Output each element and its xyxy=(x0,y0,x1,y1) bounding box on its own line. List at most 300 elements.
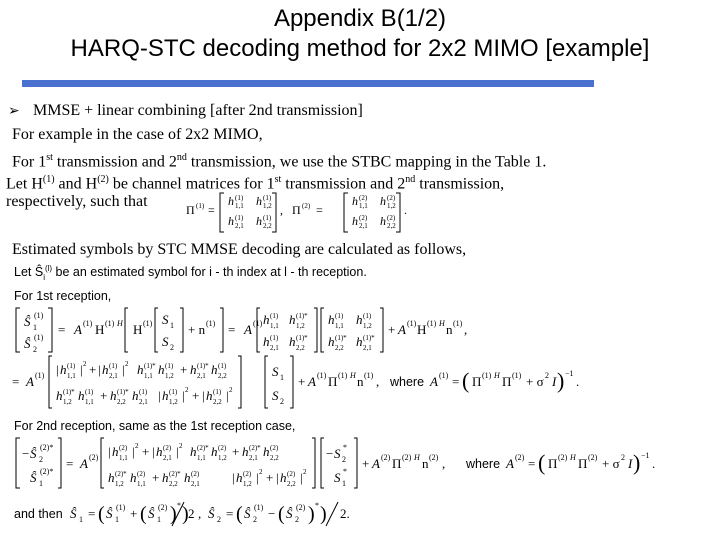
svg-text:(2): (2) xyxy=(287,470,296,478)
svg-text:h: h xyxy=(356,334,363,349)
svg-text:h: h xyxy=(156,444,163,459)
svg-text:2,1: 2,1 xyxy=(235,222,244,230)
svg-text:(1): (1) xyxy=(169,388,178,396)
svg-text:2,2: 2,2 xyxy=(270,454,279,462)
svg-text:(1)*: (1)* xyxy=(117,388,129,396)
svg-text:1,1: 1,1 xyxy=(119,454,128,462)
svg-text:=: = xyxy=(452,374,460,389)
svg-text:H: H xyxy=(117,319,123,328)
svg-text:+ σ: + σ xyxy=(602,456,620,471)
svg-text:Ŝ: Ŝ xyxy=(30,470,37,485)
svg-text:A: A xyxy=(506,456,514,471)
text-second-reception: For 2nd reception, same as the 1st reception case, xyxy=(14,419,296,433)
svg-text:Π: Π xyxy=(548,456,558,471)
svg-text:2: 2 xyxy=(229,386,233,394)
svg-text:1,1: 1,1 xyxy=(197,454,206,462)
svg-text:n: n xyxy=(422,456,429,471)
svg-text:I: I xyxy=(552,374,557,389)
svg-text:(1): (1) xyxy=(105,319,115,328)
svg-text:S: S xyxy=(272,364,279,379)
svg-text:2: 2 xyxy=(545,371,549,380)
svg-text:+: + xyxy=(362,456,370,471)
svg-text:Ŝ: Ŝ xyxy=(70,506,77,521)
svg-text:(2): (2) xyxy=(119,444,128,452)
svg-text:|: | xyxy=(132,444,135,459)
svg-text:(: ( xyxy=(236,503,243,525)
svg-text:Π: Π xyxy=(502,374,512,389)
svg-text:h: h xyxy=(132,388,139,403)
svg-text:|: | xyxy=(232,470,235,485)
svg-text:−1: −1 xyxy=(565,369,574,378)
svg-text:2: 2 xyxy=(33,345,37,354)
svg-text:(1)*: (1)* xyxy=(296,312,308,320)
svg-text:2,1: 2,1 xyxy=(191,480,200,488)
svg-text:h: h xyxy=(112,444,119,459)
svg-text:+: + xyxy=(100,388,108,403)
svg-text:h: h xyxy=(184,470,191,485)
svg-text:h: h xyxy=(130,470,137,485)
svg-text:1,2: 1,2 xyxy=(296,322,305,330)
svg-text:(2): (2) xyxy=(402,453,412,462)
svg-text:2: 2 xyxy=(125,360,129,368)
svg-text:(1): (1) xyxy=(35,371,45,380)
svg-text:h: h xyxy=(162,470,169,485)
svg-text:+: + xyxy=(142,444,150,459)
svg-text:h: h xyxy=(256,194,262,208)
svg-text:2,2: 2,2 xyxy=(169,480,178,488)
svg-text:Π: Π xyxy=(186,203,195,217)
svg-text:(1): (1) xyxy=(109,362,118,370)
svg-text:(2): (2) xyxy=(270,444,279,452)
svg-text:|: | xyxy=(158,388,161,403)
slide-title-line-1: Appendix B(1/2) xyxy=(273,5,447,32)
svg-text:h: h xyxy=(352,194,358,208)
svg-text:(1): (1) xyxy=(34,311,44,320)
svg-text:h: h xyxy=(56,388,63,403)
svg-text:,: , xyxy=(442,456,446,471)
svg-text:h: h xyxy=(211,362,218,377)
svg-text:*: * xyxy=(315,501,319,510)
svg-text:=: = xyxy=(226,506,234,521)
svg-text:2,1: 2,1 xyxy=(249,454,258,462)
svg-text:,: , xyxy=(464,322,468,337)
slide-title-line-2: HARQ-STC decoding method for 2x2 MIMO [example] xyxy=(70,35,650,62)
svg-text:2,2: 2,2 xyxy=(335,344,344,352)
svg-text:(1): (1) xyxy=(213,388,222,396)
svg-text:h: h xyxy=(228,214,234,228)
svg-text:+: + xyxy=(180,362,188,377)
svg-text:h: h xyxy=(158,362,165,377)
text-channel-matrices-line: Let $H^{(1)}$ and $H^{(2)}$ be channel matrices for 1st transmission and 2nd transmission, xyxy=(6,174,505,193)
svg-text:2: 2 xyxy=(83,360,87,368)
svg-text:Ŝ: Ŝ xyxy=(244,506,251,521)
svg-text:(1): (1) xyxy=(235,194,244,202)
first-reception-result xyxy=(12,356,579,408)
svg-text:1,1: 1,1 xyxy=(270,322,279,330)
svg-text:(2): (2) xyxy=(163,444,172,452)
svg-text:(2): (2) xyxy=(387,214,396,222)
svg-text:(1): (1) xyxy=(83,319,93,328)
text-estimated-line: Estimated symbols by STC MMSE decoding are calculated as follows, xyxy=(12,241,467,258)
svg-text:(1): (1) xyxy=(338,371,348,380)
svg-text:2: 2 xyxy=(185,386,189,394)
svg-text:): ) xyxy=(320,503,327,525)
svg-text:1,2: 1,2 xyxy=(115,480,124,488)
svg-text:.: . xyxy=(652,456,656,471)
svg-text:+: + xyxy=(152,470,160,485)
svg-text:,: , xyxy=(376,374,380,389)
svg-text:1,2: 1,2 xyxy=(387,202,396,210)
text-example-line: For example in the case of 2x2 MIMO, xyxy=(12,126,263,143)
svg-text:and then: and then xyxy=(14,507,63,521)
svg-text:.: . xyxy=(404,203,407,217)
svg-text:(: ( xyxy=(462,368,470,393)
svg-text:Ŝ: Ŝ xyxy=(30,446,37,461)
svg-text:|: | xyxy=(152,444,155,459)
svg-text:h: h xyxy=(162,388,169,403)
svg-text:S: S xyxy=(162,334,169,349)
svg-text:H: H xyxy=(417,322,427,337)
svg-text:(2): (2) xyxy=(302,202,311,210)
svg-text:Π: Π xyxy=(328,374,338,389)
svg-text:Ŝ: Ŝ xyxy=(286,506,293,521)
svg-text:(1): (1) xyxy=(427,319,437,328)
svg-text:(1): (1) xyxy=(253,319,263,328)
svg-text:2,2: 2,2 xyxy=(117,398,126,406)
svg-text:n: n xyxy=(357,374,364,389)
svg-text:1,1: 1,1 xyxy=(67,372,76,380)
svg-text:=: = xyxy=(66,456,74,471)
svg-text:1,1: 1,1 xyxy=(359,202,368,210)
svg-text:(1): (1) xyxy=(139,388,148,396)
svg-text:(1): (1) xyxy=(218,362,227,370)
svg-text:(2): (2) xyxy=(359,214,368,222)
svg-text:.: . xyxy=(576,374,580,389)
svg-text:=: = xyxy=(528,456,536,471)
svg-text:h: h xyxy=(60,362,67,377)
svg-text:−: − xyxy=(22,446,30,461)
svg-text:): ) xyxy=(170,503,177,525)
svg-text:Ŝ: Ŝ xyxy=(24,314,31,329)
svg-text:Ŝ: Ŝ xyxy=(148,506,155,521)
svg-text:+: + xyxy=(388,322,396,337)
svg-text:(2): (2) xyxy=(381,453,391,462)
svg-text:+: + xyxy=(298,374,306,389)
combining-equation xyxy=(14,501,350,526)
svg-text:(1)*: (1)* xyxy=(144,362,156,370)
svg-text:2,2: 2,2 xyxy=(213,398,222,406)
svg-text:(1)*: (1)* xyxy=(197,362,209,370)
svg-text:2.: 2. xyxy=(340,506,350,521)
svg-text:(2): (2) xyxy=(429,453,439,462)
svg-text:(: ( xyxy=(278,503,285,525)
svg-text:A: A xyxy=(398,322,406,337)
svg-text:A: A xyxy=(308,374,316,389)
svg-text:2,1: 2,1 xyxy=(363,344,372,352)
svg-text:(2): (2) xyxy=(359,194,368,202)
svg-text:H: H xyxy=(133,322,143,337)
svg-text:A: A xyxy=(244,322,252,337)
svg-text:(1): (1) xyxy=(85,388,94,396)
svg-text:|: | xyxy=(276,470,279,485)
svg-text:h: h xyxy=(206,388,213,403)
svg-text:(1)*: (1)* xyxy=(363,334,375,342)
svg-text:+: + xyxy=(192,388,200,403)
svg-text:(2): (2) xyxy=(296,503,306,512)
svg-text:|: | xyxy=(202,388,205,403)
svg-text:2: 2 xyxy=(179,442,183,450)
svg-text:(2): (2) xyxy=(387,194,396,202)
svg-text:1,1: 1,1 xyxy=(85,398,94,406)
svg-text:2: 2 xyxy=(170,343,174,352)
svg-text:(2)*: (2)* xyxy=(115,470,127,478)
svg-text:2,2: 2,2 xyxy=(387,222,396,230)
svg-text:S: S xyxy=(334,470,341,485)
svg-text:h: h xyxy=(380,194,386,208)
svg-text:(1): (1) xyxy=(263,194,272,202)
text-respectively-line: respectively, such that xyxy=(6,193,148,210)
svg-text:Ŝ: Ŝ xyxy=(208,506,215,521)
svg-text:Π: Π xyxy=(578,456,588,471)
svg-text:Π: Π xyxy=(292,203,301,217)
svg-text:(: ( xyxy=(140,503,147,525)
svg-text:(1): (1) xyxy=(196,202,205,210)
svg-text:|: | xyxy=(80,362,83,377)
svg-text:h: h xyxy=(236,470,243,485)
svg-text:1: 1 xyxy=(170,321,174,330)
svg-text:): ) xyxy=(557,368,565,393)
svg-text:A: A xyxy=(74,322,82,337)
text-first-reception: For 1st reception, xyxy=(14,289,112,303)
svg-text:H: H xyxy=(350,371,356,380)
svg-text:1,2: 1,2 xyxy=(363,322,372,330)
svg-text:(1): (1) xyxy=(335,312,344,320)
svg-text:1,2: 1,2 xyxy=(218,454,227,462)
svg-text:2: 2 xyxy=(253,515,257,524)
svg-text:h: h xyxy=(242,444,249,459)
svg-text:A: A xyxy=(26,374,34,389)
svg-text:h: h xyxy=(280,470,287,485)
svg-text:h: h xyxy=(263,334,270,349)
svg-text:h: h xyxy=(108,470,115,485)
svg-text:1,1: 1,1 xyxy=(335,322,344,330)
svg-text:h: h xyxy=(380,214,386,228)
svg-text:A: A xyxy=(80,456,88,471)
svg-text:*: * xyxy=(177,501,181,510)
svg-text:=: = xyxy=(88,506,96,521)
svg-text:(: ( xyxy=(98,503,105,525)
svg-text:(1): (1) xyxy=(67,362,76,370)
svg-text:2: 2 xyxy=(259,468,263,476)
svg-text:(1): (1) xyxy=(165,362,174,370)
svg-text:n: n xyxy=(446,322,453,337)
svg-text:1: 1 xyxy=(33,323,37,332)
svg-text:(2): (2) xyxy=(218,444,227,452)
svg-text:(1): (1) xyxy=(263,214,272,222)
svg-text:(1): (1) xyxy=(34,333,44,342)
text-let-estimate: Let $Ŝ_i^{(l)}$ be an estimated symbol for i - th index at l - th reception. xyxy=(14,264,367,282)
svg-text:(2): (2) xyxy=(243,470,252,478)
svg-text:1,2: 1,2 xyxy=(165,372,174,380)
svg-text:1,2: 1,2 xyxy=(169,398,178,406)
svg-text:+: + xyxy=(232,444,240,459)
svg-text:(1): (1) xyxy=(116,503,126,512)
svg-text:h: h xyxy=(289,334,296,349)
svg-text:h: h xyxy=(256,214,262,228)
svg-text:h: h xyxy=(211,444,218,459)
channel-matrix-definition xyxy=(186,193,407,232)
svg-text:|: | xyxy=(226,388,229,403)
svg-text:(2): (2) xyxy=(158,503,168,512)
svg-text:2: 2 xyxy=(295,515,299,524)
svg-text:(2): (2) xyxy=(515,453,525,462)
svg-text:2,2: 2,2 xyxy=(296,344,305,352)
second-reception-equation xyxy=(16,438,655,488)
svg-text:1,2: 1,2 xyxy=(243,480,252,488)
svg-text:h: h xyxy=(356,312,363,327)
svg-text:2: 2 xyxy=(135,442,139,450)
svg-text:H: H xyxy=(494,371,500,380)
svg-text:1: 1 xyxy=(280,373,284,382)
svg-text:+: + xyxy=(130,506,138,521)
svg-text:1,2: 1,2 xyxy=(263,202,272,210)
svg-text:2: 2 xyxy=(303,468,307,476)
svg-text:(2)*: (2)* xyxy=(169,470,181,478)
svg-text:1: 1 xyxy=(115,515,119,524)
svg-text:(2): (2) xyxy=(588,453,598,462)
svg-text:(2): (2) xyxy=(137,470,146,478)
svg-text:|: | xyxy=(176,444,179,459)
svg-text:h: h xyxy=(289,312,296,327)
svg-text:+ σ: + σ xyxy=(526,374,544,389)
svg-text:2,2: 2,2 xyxy=(218,372,227,380)
svg-text:2: 2 xyxy=(217,515,221,524)
svg-text:(1): (1) xyxy=(439,371,449,380)
svg-text:|: | xyxy=(122,362,125,377)
svg-text:2,1: 2,1 xyxy=(139,398,148,406)
arrow-bullet-icon: ➢ xyxy=(8,103,20,119)
svg-text:|: | xyxy=(256,470,259,485)
svg-text:,: , xyxy=(280,203,283,217)
svg-text:(1)*: (1)* xyxy=(63,388,75,396)
svg-text:(1): (1) xyxy=(206,319,216,328)
svg-text:H: H xyxy=(439,319,445,328)
svg-text:(2): (2) xyxy=(191,470,200,478)
svg-text:S: S xyxy=(272,388,279,403)
svg-text:2,2: 2,2 xyxy=(287,480,296,488)
svg-text:1,2: 1,2 xyxy=(63,398,72,406)
svg-text:1,1: 1,1 xyxy=(235,202,244,210)
svg-text:(2): (2) xyxy=(89,453,99,462)
svg-text:(1): (1) xyxy=(270,312,279,320)
svg-text:(1): (1) xyxy=(317,371,327,380)
svg-text:2: 2 xyxy=(39,455,43,464)
svg-text:h: h xyxy=(190,444,197,459)
svg-text:2,1: 2,1 xyxy=(197,372,206,380)
svg-text:2,2: 2,2 xyxy=(263,222,272,230)
svg-text:(2)*: (2)* xyxy=(197,444,209,452)
svg-text:(2)*: (2)* xyxy=(40,443,54,452)
svg-text:h: h xyxy=(110,388,117,403)
svg-text:+: + xyxy=(266,470,274,485)
svg-text:2,1: 2,1 xyxy=(109,372,118,380)
svg-text:2,1: 2,1 xyxy=(359,222,368,230)
svg-text:=: = xyxy=(228,322,236,337)
svg-text:*: * xyxy=(343,443,347,452)
bullet-heading: MMSE + linear combining [after 2nd transmission] xyxy=(33,102,363,119)
svg-text:): ) xyxy=(633,450,641,475)
svg-text:Ŝ: Ŝ xyxy=(106,506,113,521)
svg-text:2: 2 xyxy=(621,453,625,462)
svg-text:*: * xyxy=(343,467,347,476)
svg-text:|: | xyxy=(98,362,101,377)
svg-text:1,1: 1,1 xyxy=(137,480,146,488)
svg-text:(1): (1) xyxy=(270,334,279,342)
svg-text:h: h xyxy=(78,388,85,403)
svg-text:(1): (1) xyxy=(363,312,372,320)
svg-text:−: − xyxy=(268,506,276,521)
svg-text:=: = xyxy=(58,322,66,337)
svg-text:S: S xyxy=(334,446,341,461)
svg-text:,: , xyxy=(198,506,202,521)
svg-text:(1): (1) xyxy=(407,319,417,328)
svg-text:1,1: 1,1 xyxy=(144,372,153,380)
svg-text:=: = xyxy=(12,374,20,389)
svg-text:H: H xyxy=(414,453,420,462)
svg-text:−: − xyxy=(326,446,334,461)
svg-text:Π: Π xyxy=(472,374,482,389)
svg-text:(2): (2) xyxy=(558,453,568,462)
svg-text:A: A xyxy=(430,374,438,389)
svg-text:where: where xyxy=(390,375,425,389)
svg-text:where: where xyxy=(466,457,501,471)
svg-text:1: 1 xyxy=(39,479,43,488)
svg-text:(1): (1) xyxy=(453,319,463,328)
svg-text:+ n: + n xyxy=(188,322,206,337)
svg-text:h: h xyxy=(263,312,270,327)
svg-text:2: 2 xyxy=(342,455,346,464)
svg-text:(1): (1) xyxy=(254,503,264,512)
svg-text:Π: Π xyxy=(392,456,402,471)
svg-text:+: + xyxy=(89,362,97,377)
svg-text:h: h xyxy=(328,334,335,349)
svg-text:(: ( xyxy=(538,450,546,475)
svg-text:(2)*: (2)* xyxy=(40,467,54,476)
svg-text:H: H xyxy=(95,322,105,337)
svg-text:Ŝ: Ŝ xyxy=(24,336,31,351)
svg-text:(1): (1) xyxy=(143,319,153,328)
text-mapping-line: For 1st transmission and 2nd transmission, we use the STBC mapping in the Table 1. xyxy=(12,152,547,171)
svg-text:|: | xyxy=(300,470,303,485)
svg-text:1: 1 xyxy=(79,515,83,524)
svg-text:2,1: 2,1 xyxy=(163,454,172,462)
svg-text:S: S xyxy=(162,312,169,327)
svg-text:h: h xyxy=(352,214,358,228)
svg-text:2: 2 xyxy=(188,506,195,521)
svg-text:1: 1 xyxy=(157,515,161,524)
svg-text:1: 1 xyxy=(342,479,346,488)
svg-text:h: h xyxy=(263,444,270,459)
svg-text:I: I xyxy=(628,456,633,471)
svg-text:A: A xyxy=(372,456,380,471)
svg-text:(1): (1) xyxy=(482,371,492,380)
svg-text:(1): (1) xyxy=(235,214,244,222)
first-reception-equation xyxy=(16,308,467,354)
svg-text:=: = xyxy=(316,203,323,217)
svg-text:2: 2 xyxy=(280,397,284,406)
svg-text:H: H xyxy=(570,453,576,462)
svg-text:(1)*: (1)* xyxy=(296,334,308,342)
